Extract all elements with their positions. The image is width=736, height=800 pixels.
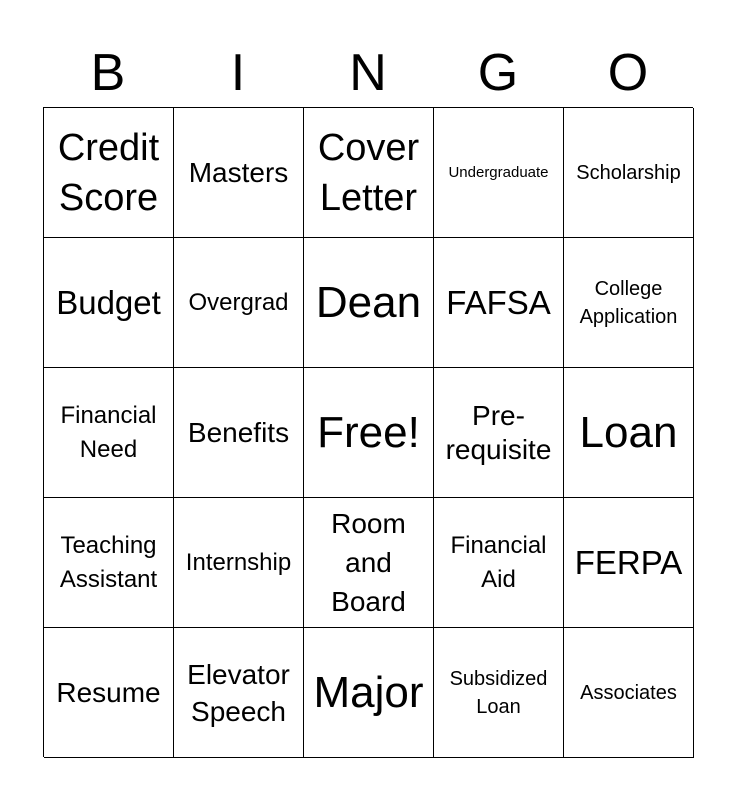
bingo-cell[interactable] — [304, 498, 434, 628]
cell-label: FERPA — [574, 543, 683, 581]
bingo-cell[interactable] — [434, 108, 564, 238]
bingo-cell[interactable] — [564, 238, 694, 368]
bingo-cell[interactable] — [564, 368, 694, 498]
header-letter-n: N — [349, 44, 387, 102]
bingo-cell[interactable] — [174, 628, 304, 758]
bingo-cell[interactable] — [44, 238, 174, 368]
cell-label: Financial Need — [60, 401, 157, 463]
bingo-card — [43, 107, 693, 757]
bingo-cell[interactable] — [434, 368, 564, 498]
bingo-cell[interactable] — [304, 108, 434, 238]
cell-label: Pre- requisite — [445, 399, 552, 465]
cell-label: Room and Board — [331, 508, 406, 617]
bingo-cell[interactable] — [564, 108, 694, 238]
cell-label: Major — [313, 667, 424, 717]
bingo-cell[interactable] — [564, 498, 694, 628]
bingo-cell[interactable] — [434, 238, 564, 368]
cell-label: Loan — [579, 407, 678, 457]
bingo-cell[interactable] — [174, 238, 304, 368]
cell-label: Scholarship — [576, 161, 681, 184]
cell-label: Internship — [185, 548, 292, 576]
cell-label: Benefits — [187, 416, 290, 448]
cell-label: Resume — [56, 676, 161, 708]
cell-label: Dean — [315, 277, 422, 327]
header-letter-g: G — [477, 44, 519, 102]
bingo-cell[interactable] — [434, 498, 564, 628]
cell-label: Financial Aid — [450, 531, 547, 593]
bingo-cell[interactable] — [174, 108, 304, 238]
cell-label: Masters — [188, 156, 289, 188]
cell-label: Subsidized Loan — [449, 667, 548, 718]
cell-label: Overgrad — [188, 288, 289, 316]
cell-label: Budget — [56, 283, 161, 321]
bingo-cell[interactable] — [44, 368, 174, 498]
bingo-cell[interactable] — [44, 498, 174, 628]
bingo-cell[interactable] — [304, 238, 434, 368]
free-space-cell[interactable] — [304, 368, 434, 498]
cell-label: Teaching Assistant — [59, 531, 158, 593]
cell-label: Undergraduate — [448, 163, 549, 181]
header-letter-i: I — [230, 44, 246, 102]
bingo-cell[interactable] — [44, 628, 174, 758]
cell-label: Credit Score — [57, 126, 160, 219]
bingo-header — [43, 40, 693, 106]
cell-label: Elevator Speech — [187, 658, 290, 727]
bingo-cell[interactable] — [174, 368, 304, 498]
bingo-cell[interactable] — [174, 498, 304, 628]
header-letter-b: B — [90, 44, 126, 102]
bingo-cell[interactable] — [564, 628, 694, 758]
cell-label: Cover Letter — [317, 126, 420, 219]
free-space-label: Free! — [317, 407, 420, 457]
cell-label: Associates — [580, 681, 677, 704]
header-letter-o: O — [607, 44, 649, 102]
bingo-cell[interactable] — [44, 108, 174, 238]
bingo-cell[interactable] — [304, 628, 434, 758]
cell-label: FAFSA — [446, 283, 551, 321]
cell-label: College Application — [579, 277, 678, 328]
bingo-cell[interactable] — [434, 628, 564, 758]
